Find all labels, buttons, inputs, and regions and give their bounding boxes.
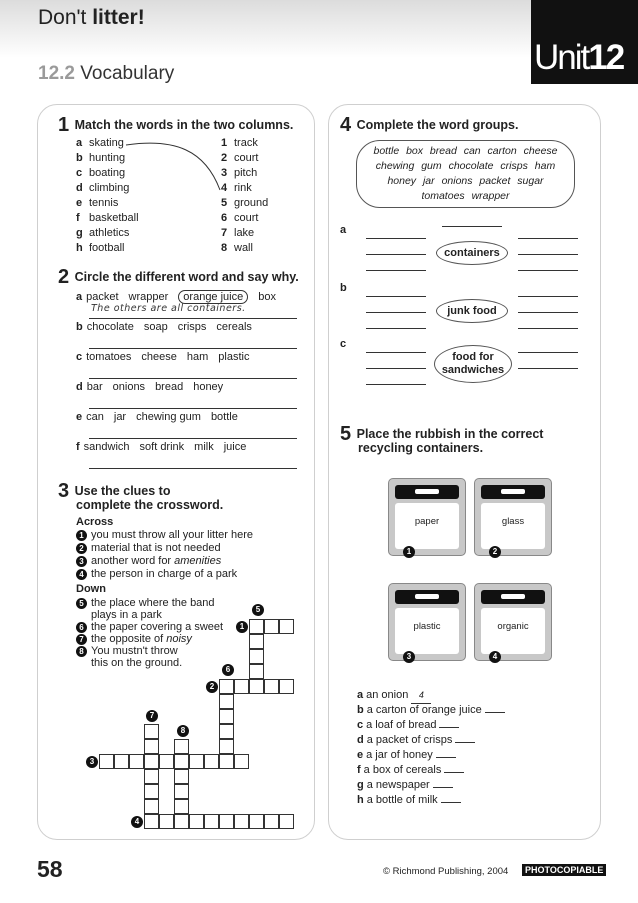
group-letter: c bbox=[340, 338, 347, 350]
item-letter: d bbox=[357, 734, 364, 746]
item-number: 6 bbox=[221, 212, 228, 224]
item-letter: a bbox=[357, 689, 364, 701]
word[interactable]: sandwich bbox=[83, 441, 130, 453]
clue-text: the person in charge of a park bbox=[91, 568, 238, 580]
crossword-number: 6 bbox=[222, 664, 234, 676]
crossword-cell[interactable] bbox=[264, 619, 279, 634]
clue-number: 5 bbox=[76, 598, 87, 609]
word[interactable]: onions bbox=[112, 381, 146, 393]
item-letter: g bbox=[76, 227, 83, 239]
item-word: lake bbox=[234, 227, 255, 239]
exercise-5-title: 5 Place the rubbish in the correct bbox=[340, 423, 544, 445]
crossword-cell[interactable] bbox=[264, 679, 279, 694]
crossword-cell[interactable] bbox=[159, 814, 174, 829]
item-letter: e bbox=[357, 749, 364, 761]
item-word: climbing bbox=[89, 182, 130, 194]
crossword-number: 1 bbox=[236, 621, 248, 633]
crossword-number: 3 bbox=[86, 756, 98, 768]
item-number: 7 bbox=[221, 227, 228, 239]
crossword-cell[interactable] bbox=[144, 769, 159, 784]
bin-number: 1 bbox=[403, 546, 415, 558]
row-letter: c bbox=[76, 351, 83, 363]
clue-text: another word for bbox=[91, 555, 175, 567]
group-answer-line[interactable] bbox=[366, 270, 426, 271]
crossword-cell[interactable] bbox=[174, 814, 189, 829]
rubbish-item bbox=[357, 688, 431, 704]
crossword-cell[interactable] bbox=[144, 799, 159, 814]
clue-number: 3 bbox=[76, 556, 87, 567]
clue-number: 2 bbox=[76, 543, 87, 554]
word[interactable]: cheese bbox=[141, 351, 177, 363]
clue-text: material that is not needed bbox=[91, 542, 221, 554]
crossword-cell[interactable] bbox=[174, 769, 189, 784]
clue-number: 4 bbox=[76, 569, 87, 580]
word[interactable]: plastic bbox=[218, 351, 250, 363]
crossword-cell[interactable] bbox=[174, 799, 189, 814]
word[interactable]: tomatoes bbox=[86, 351, 132, 363]
bin-slot bbox=[501, 594, 525, 599]
item-letter: f bbox=[76, 212, 80, 224]
item-word: track bbox=[234, 137, 258, 149]
crossword-cell[interactable] bbox=[249, 814, 264, 829]
down-heading: Down bbox=[76, 583, 106, 595]
group-answer-line[interactable] bbox=[518, 296, 578, 297]
group-label-oval: containers bbox=[436, 241, 508, 265]
item-word: a box of cereals bbox=[363, 764, 442, 776]
word-box-line: chewing gum chocolate crisps ham bbox=[375, 160, 556, 172]
item-letter: d bbox=[76, 182, 83, 194]
item-word: ground bbox=[234, 197, 269, 209]
word[interactable]: chewing gum bbox=[136, 411, 201, 423]
rubbish-item bbox=[357, 748, 456, 763]
crossword-cell[interactable] bbox=[219, 739, 234, 754]
bin-label: paper bbox=[414, 516, 440, 527]
clue-number: 7 bbox=[76, 634, 87, 645]
crossword-number: 7 bbox=[146, 710, 158, 722]
clue-text: You mustn't throw bbox=[91, 645, 178, 657]
item-letter: h bbox=[357, 794, 364, 806]
clue-text: the opposite of bbox=[91, 633, 167, 645]
group-answer-line[interactable] bbox=[366, 384, 426, 385]
bin-number: 3 bbox=[403, 651, 415, 663]
item-letter: c bbox=[357, 719, 364, 731]
bin-number: 4 bbox=[489, 651, 501, 663]
odd-one-out-row bbox=[76, 290, 286, 304]
answer-blank[interactable]: 4 bbox=[411, 688, 431, 704]
crossword-number: 4 bbox=[131, 816, 143, 828]
exercise-4-title: 4 Complete the word groups. bbox=[340, 114, 519, 136]
clue-number: 6 bbox=[76, 622, 87, 633]
item-word: wall bbox=[234, 242, 253, 254]
crossword-cell[interactable] bbox=[144, 739, 159, 754]
word[interactable]: bar bbox=[86, 381, 103, 393]
clue-text: plays in a park bbox=[91, 609, 162, 621]
crossword-cell[interactable] bbox=[159, 754, 174, 769]
group-answer-line[interactable] bbox=[442, 226, 502, 227]
rubbish-item bbox=[357, 718, 459, 733]
exercise-2-title: 2 Circle the different word and say why. bbox=[58, 266, 299, 288]
word[interactable]: juice bbox=[223, 441, 247, 453]
crossword-cell[interactable] bbox=[249, 649, 264, 664]
odd-one-out-row bbox=[76, 380, 233, 394]
item-letter: g bbox=[357, 779, 364, 791]
group-label-oval: junk food bbox=[436, 299, 508, 323]
answer-blank[interactable] bbox=[485, 712, 505, 713]
word[interactable]: ham bbox=[186, 351, 209, 363]
crossword-cell[interactable] bbox=[144, 724, 159, 739]
clue-italic: amenities bbox=[174, 555, 222, 567]
item-number: 1 bbox=[221, 137, 228, 149]
clue-text: the place where the band bbox=[91, 597, 215, 609]
answer-line[interactable] bbox=[89, 425, 297, 439]
bin-label: organic bbox=[497, 621, 529, 632]
crossword-cell[interactable] bbox=[219, 724, 234, 739]
word[interactable]: packet bbox=[86, 291, 119, 303]
item-number: 8 bbox=[221, 242, 228, 254]
group-answer-line[interactable] bbox=[366, 254, 426, 255]
answer-blank[interactable] bbox=[441, 802, 461, 803]
photocopiable-badge: PHOTOCOPIABLE bbox=[522, 864, 606, 876]
crossword-cell[interactable] bbox=[234, 754, 249, 769]
group-label-oval bbox=[434, 345, 512, 383]
clue-text: you must throw all your litter here bbox=[91, 529, 254, 541]
crossword-cell[interactable] bbox=[219, 679, 234, 694]
item-word: pitch bbox=[234, 167, 258, 179]
crossword-cell[interactable] bbox=[174, 754, 189, 769]
word-box-line: honey jar onions packet sugar bbox=[387, 175, 544, 187]
group-answer-line[interactable] bbox=[518, 254, 578, 255]
item-letter: c bbox=[76, 167, 83, 179]
answer-blank[interactable] bbox=[439, 727, 459, 728]
row-letter: b bbox=[76, 321, 83, 333]
item-letter: b bbox=[76, 152, 83, 164]
item-word: rink bbox=[234, 182, 252, 194]
answer-line[interactable] bbox=[89, 365, 297, 379]
rubbish-item bbox=[357, 778, 453, 793]
item-word: skating bbox=[89, 137, 124, 149]
group-answer-line[interactable] bbox=[518, 238, 578, 239]
group-answer-line[interactable] bbox=[366, 352, 426, 353]
odd-one-out-row bbox=[76, 320, 262, 334]
group-answer-line[interactable] bbox=[518, 312, 578, 313]
bin-slot bbox=[415, 489, 439, 494]
group-answer-line[interactable] bbox=[518, 352, 578, 353]
crossword-cell[interactable] bbox=[219, 754, 234, 769]
crossword-cell[interactable] bbox=[144, 784, 159, 799]
across-heading: Across bbox=[76, 516, 114, 528]
clue-number: 1 bbox=[76, 530, 87, 541]
row-letter: f bbox=[76, 441, 80, 453]
word[interactable]: bottle bbox=[210, 411, 238, 423]
crossword-cell[interactable] bbox=[219, 814, 234, 829]
item-word: a bottle of milk bbox=[366, 794, 438, 806]
crossword-cell[interactable] bbox=[204, 754, 219, 769]
word[interactable]: wrapper bbox=[128, 291, 169, 303]
item-word: a newspaper bbox=[366, 779, 430, 791]
oval-line: food for bbox=[452, 351, 494, 363]
clue-text: this on the ground. bbox=[91, 657, 183, 669]
clue-text: the paper covering a sweet bbox=[91, 621, 224, 633]
item-word: basketball bbox=[89, 212, 139, 224]
item-number: 4 bbox=[221, 182, 228, 194]
group-answer-line[interactable] bbox=[518, 270, 578, 271]
item-word: court bbox=[234, 152, 259, 164]
bin-label: plastic bbox=[413, 621, 441, 632]
across-clue bbox=[76, 568, 237, 581]
down-clue bbox=[91, 657, 182, 670]
answer-blank[interactable] bbox=[455, 742, 475, 743]
bin-slot bbox=[415, 594, 439, 599]
group-answer-line[interactable] bbox=[366, 368, 426, 369]
crossword-number: 2 bbox=[206, 681, 218, 693]
answer-blank[interactable] bbox=[444, 772, 464, 773]
group-answer-line[interactable] bbox=[518, 328, 578, 329]
rubbish-item bbox=[357, 733, 475, 748]
crossword-cell[interactable] bbox=[279, 619, 294, 634]
word[interactable]: cereals bbox=[216, 321, 252, 333]
item-word: a carton of orange juice bbox=[366, 704, 482, 716]
crossword-cell[interactable] bbox=[264, 814, 279, 829]
crossword-cell[interactable] bbox=[204, 814, 219, 829]
item-word: boating bbox=[89, 167, 126, 179]
group-answer-line[interactable] bbox=[366, 296, 426, 297]
circled-word[interactable]: orange juice bbox=[178, 290, 248, 304]
crossword-cell[interactable] bbox=[249, 634, 264, 649]
group-letter: a bbox=[340, 224, 347, 236]
group-letter: b bbox=[340, 282, 347, 294]
across-clue bbox=[76, 529, 253, 542]
crossword-number: 5 bbox=[252, 604, 264, 616]
crossword-number: 8 bbox=[177, 725, 189, 737]
item-letter: a bbox=[76, 137, 83, 149]
crossword-cell[interactable] bbox=[249, 679, 264, 694]
item-number: 3 bbox=[221, 167, 228, 179]
word-box-line: tomatoes wrapper bbox=[421, 190, 510, 202]
rubbish-item bbox=[357, 703, 505, 718]
row-letter: e bbox=[76, 411, 83, 423]
crossword-cell[interactable] bbox=[144, 754, 159, 769]
word[interactable]: chocolate bbox=[86, 321, 134, 333]
across-clue bbox=[76, 542, 221, 555]
page-title: Don't litter! bbox=[38, 6, 145, 29]
bin-slot bbox=[501, 489, 525, 494]
across-clue bbox=[76, 555, 221, 568]
row-letter: d bbox=[76, 381, 83, 393]
answer-blank[interactable] bbox=[433, 787, 453, 788]
rubbish-item bbox=[357, 763, 464, 778]
exercise-3-title-line2: complete the crossword. bbox=[76, 498, 224, 512]
word[interactable]: crisps bbox=[177, 321, 207, 333]
exercise-3-title: 3 Use the clues to bbox=[58, 480, 171, 502]
item-word: athletics bbox=[89, 227, 130, 239]
item-word: hunting bbox=[89, 152, 126, 164]
crossword-cell[interactable] bbox=[189, 814, 204, 829]
item-word: tennis bbox=[89, 197, 119, 209]
item-number: 2 bbox=[221, 152, 228, 164]
word-box-line: bottle box bread can carton cheese bbox=[373, 145, 558, 157]
crossword-cell[interactable] bbox=[219, 709, 234, 724]
bin-number: 2 bbox=[489, 546, 501, 558]
crossword-cell[interactable] bbox=[144, 814, 159, 829]
answer-blank[interactable] bbox=[436, 757, 456, 758]
odd-one-out-row bbox=[76, 440, 256, 454]
answer-line[interactable] bbox=[89, 455, 297, 469]
crossword-cell[interactable] bbox=[189, 754, 204, 769]
clue-italic: noisy bbox=[166, 633, 192, 645]
word[interactable]: can bbox=[86, 411, 104, 423]
item-word: court bbox=[234, 212, 259, 224]
word[interactable]: bread bbox=[155, 381, 184, 393]
crossword-cell[interactable] bbox=[129, 754, 144, 769]
group-answer-line[interactable] bbox=[366, 312, 426, 313]
rubbish-item bbox=[357, 793, 461, 808]
crossword-cell[interactable] bbox=[174, 784, 189, 799]
word[interactable]: jar bbox=[113, 411, 127, 423]
crossword-cell[interactable] bbox=[279, 679, 294, 694]
odd-one-out-row bbox=[76, 350, 259, 364]
row-letter: a bbox=[76, 291, 83, 303]
item-letter: b bbox=[357, 704, 364, 716]
oval-line: sandwiches bbox=[441, 364, 505, 376]
item-word: football bbox=[89, 242, 125, 254]
crossword-cell[interactable] bbox=[249, 664, 264, 679]
answer-line[interactable] bbox=[89, 395, 297, 409]
word[interactable]: soap bbox=[143, 321, 168, 333]
group-answer-line[interactable] bbox=[518, 368, 578, 369]
word[interactable]: soft drink bbox=[139, 441, 185, 453]
example-answer: The others are all containers. bbox=[91, 303, 246, 314]
crossword-cell[interactable] bbox=[174, 739, 189, 754]
item-word: an onion bbox=[366, 689, 409, 701]
item-letter: e bbox=[76, 197, 83, 209]
crossword-cell[interactable] bbox=[249, 619, 264, 634]
group-answer-line[interactable] bbox=[366, 328, 426, 329]
exercise-1-title: 1 Match the words in the two columns. bbox=[58, 114, 294, 136]
page-number: 58 bbox=[37, 856, 63, 882]
word[interactable]: honey bbox=[193, 381, 224, 393]
crossword-cell[interactable] bbox=[279, 814, 294, 829]
item-letter: h bbox=[76, 242, 83, 254]
item-letter: f bbox=[357, 764, 361, 776]
crossword-cell[interactable] bbox=[234, 814, 249, 829]
odd-one-out-row bbox=[76, 410, 248, 424]
clue-number: 8 bbox=[76, 646, 87, 657]
copyright: © Richmond Publishing, 2004 bbox=[383, 866, 509, 877]
item-number: 5 bbox=[221, 197, 228, 209]
item-word: a jar of honey bbox=[366, 749, 433, 761]
section-heading: 12.2 Vocabulary bbox=[38, 63, 175, 84]
unit-label: Unit12 bbox=[534, 38, 624, 77]
word[interactable]: milk bbox=[194, 441, 214, 453]
group-answer-line[interactable] bbox=[366, 238, 426, 239]
item-word: a loaf of bread bbox=[366, 719, 437, 731]
crossword-cell[interactable] bbox=[99, 754, 114, 769]
crossword-cell[interactable] bbox=[114, 754, 129, 769]
exercise-5-title-line2: recycling containers. bbox=[358, 441, 484, 455]
item-word: a packet of crisps bbox=[366, 734, 453, 746]
crossword-cell[interactable] bbox=[219, 694, 234, 709]
crossword-cell[interactable] bbox=[234, 679, 249, 694]
answer-line[interactable] bbox=[89, 335, 297, 349]
word[interactable]: box bbox=[258, 291, 276, 303]
bin-label: glass bbox=[501, 516, 525, 527]
